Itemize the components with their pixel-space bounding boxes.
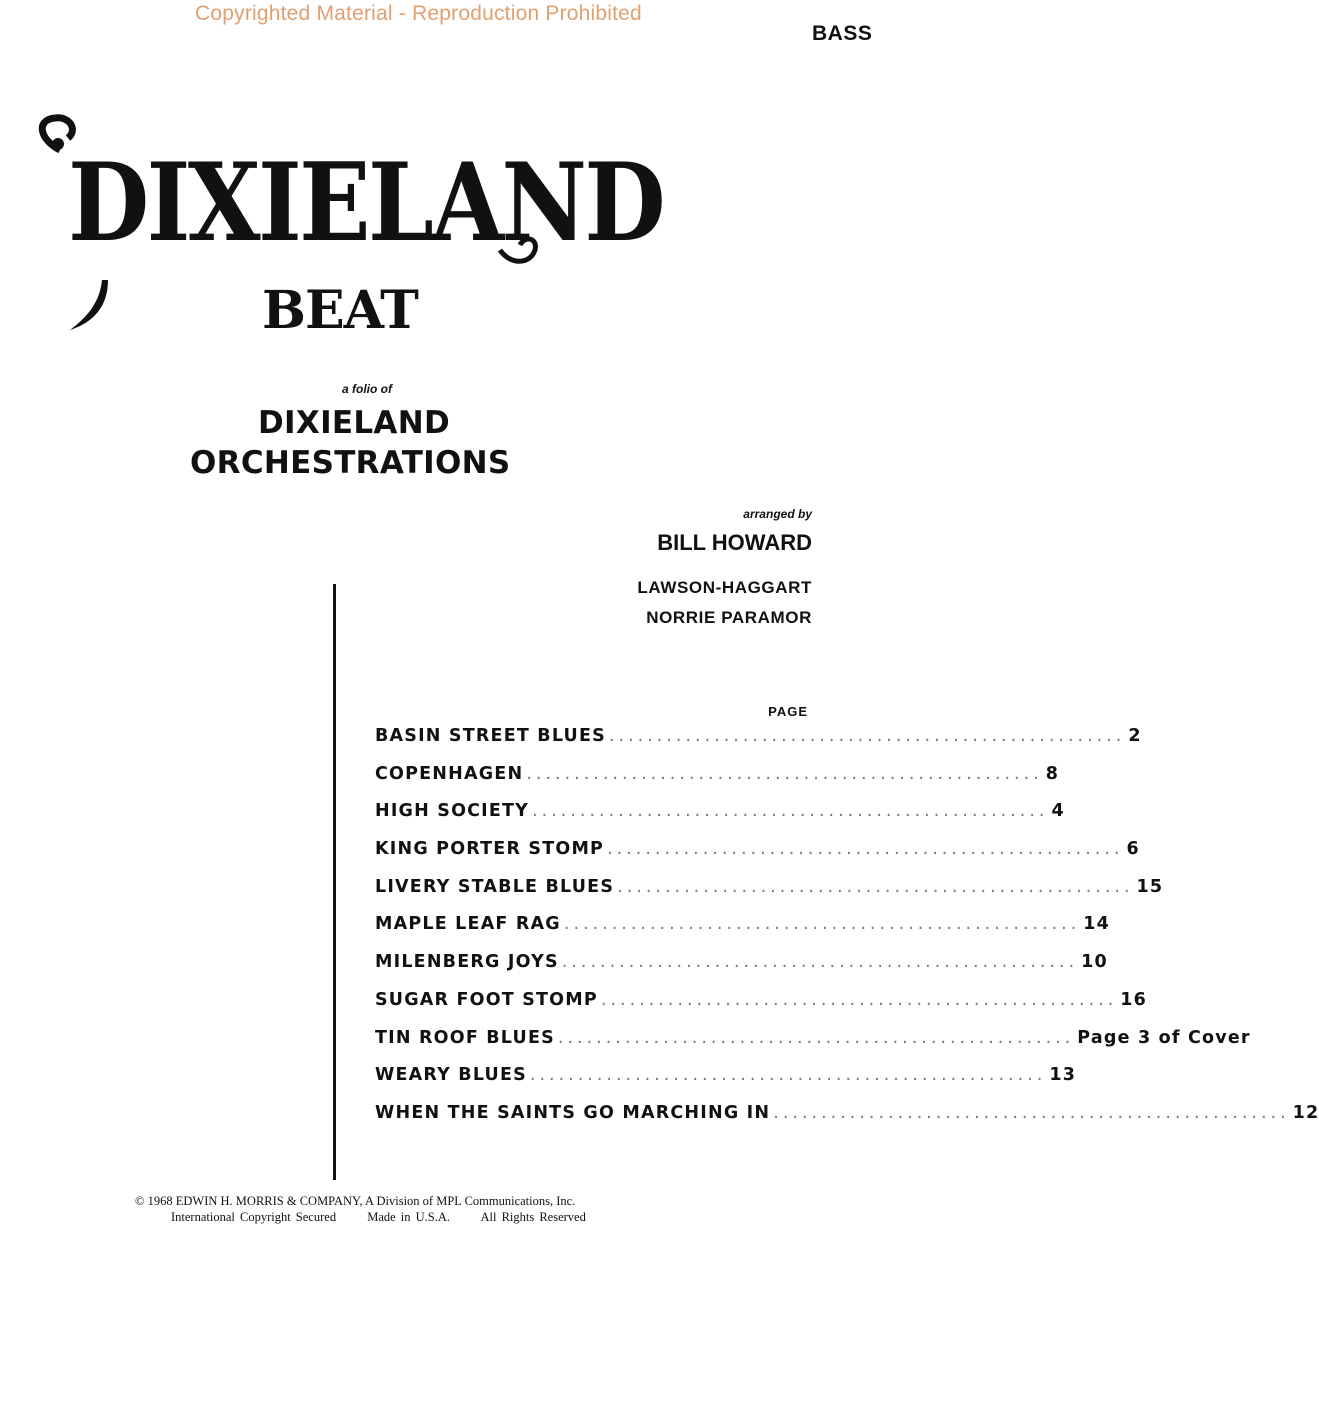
toc-page-number: 16	[1120, 989, 1148, 1010]
toc-row	[375, 1065, 1077, 1103]
toc-page-header: PAGE	[768, 704, 808, 719]
divider-vertical	[333, 584, 336, 1180]
toc-title: MILENBERG JOYS	[375, 952, 559, 973]
toc-page-number: 4	[1051, 801, 1065, 822]
toc-title: BASIN STREET BLUES	[375, 726, 606, 746]
toc-title: SUGAR FOOT STOMP	[375, 989, 598, 1010]
arranger-secondary: LAWSON-HAGGART	[637, 578, 812, 597]
toc-page-number: 12	[1292, 1102, 1319, 1123]
toc-row	[375, 876, 1164, 915]
toc-title: LIVERY STABLE BLUES	[375, 876, 615, 897]
toc-leader-dots: ......................................................	[557, 1027, 1075, 1048]
toc-page-number: Page 3 of Cover	[1077, 1027, 1251, 1048]
copyright-footer	[135, 1193, 735, 1225]
toc-leader-dots: ......................................................	[563, 914, 1081, 935]
toc-leader-dots: ......................................................	[617, 876, 1134, 897]
toc-row	[375, 801, 1065, 839]
toc-title: HIGH SOCIETY	[375, 801, 530, 822]
toc-leader-dots: ......................................................	[526, 763, 1043, 784]
toc-leader-dots: ......................................................	[561, 952, 1079, 973]
copyright-line: © 1968 EDWIN H. MORRIS & COMPANY, A Division of MPL Communications, Inc.	[135, 1194, 576, 1208]
toc-row	[375, 989, 1148, 1028]
toc-leader-dots: ......................................................	[600, 989, 1118, 1010]
rights-line	[135, 1209, 735, 1225]
arranged-by-label: arranged by	[743, 507, 812, 521]
toc-title: KING PORTER STOMP	[375, 839, 605, 860]
toc-row	[375, 1102, 1319, 1141]
toc-row	[375, 952, 1108, 990]
toc-page-number: 6	[1126, 839, 1140, 860]
toc-leader-dots: ......................................................	[529, 1065, 1047, 1086]
logo-subtitle: BEAT	[262, 280, 418, 341]
heading-line-2: ORCHESTRATIONS	[190, 445, 511, 481]
toc-title: COPENHAGEN	[375, 763, 524, 784]
watermark-text: Copyrighted Material - Reproduction Prohibited	[195, 2, 642, 25]
toc-page-number: 14	[1083, 914, 1111, 935]
logo-title: DIXIELAND	[68, 140, 663, 266]
toc-leader-dots: ......................................................	[532, 801, 1049, 822]
toc-title: WEARY BLUES	[375, 1065, 527, 1086]
toc-page-number: 8	[1045, 763, 1060, 784]
toc-row	[375, 839, 1140, 877]
toc-page-number: 10	[1081, 952, 1108, 973]
toc-page-number: 2	[1128, 726, 1142, 746]
folio-prefix: a folio of	[342, 382, 392, 396]
toc-leader-dots: ......................................................	[773, 1102, 1290, 1123]
heading-line-1: DIXIELAND	[258, 405, 450, 441]
toc-title: MAPLE LEAF RAG	[375, 914, 561, 935]
copyright-secured: International Copyright Secured	[171, 1210, 337, 1224]
toc-title: TIN ROOF BLUES	[375, 1027, 555, 1048]
table-of-contents	[375, 726, 1319, 1141]
made-in: Made in U.S.A.	[367, 1210, 451, 1224]
toc-title: WHEN THE SAINTS GO MARCHING IN	[375, 1102, 771, 1123]
logo-tail	[70, 280, 108, 330]
logo-swirl-dot	[52, 138, 64, 150]
toc-page-number: 15	[1136, 876, 1164, 897]
toc-row	[375, 1027, 1251, 1066]
part-label: BASS	[812, 22, 873, 45]
rights-reserved: All Rights Reserved	[480, 1210, 586, 1224]
arranger-main: BILL HOWARD	[657, 530, 812, 555]
toc-leader-dots: ......................................................	[607, 839, 1124, 860]
toc-row	[375, 726, 1142, 764]
toc-page-number: 13	[1049, 1065, 1077, 1086]
toc-row	[375, 914, 1111, 952]
toc-row	[375, 763, 1060, 802]
arranger-secondary: NORRIE PARAMOR	[646, 608, 812, 627]
toc-leader-dots: ......................................................	[608, 726, 1126, 746]
